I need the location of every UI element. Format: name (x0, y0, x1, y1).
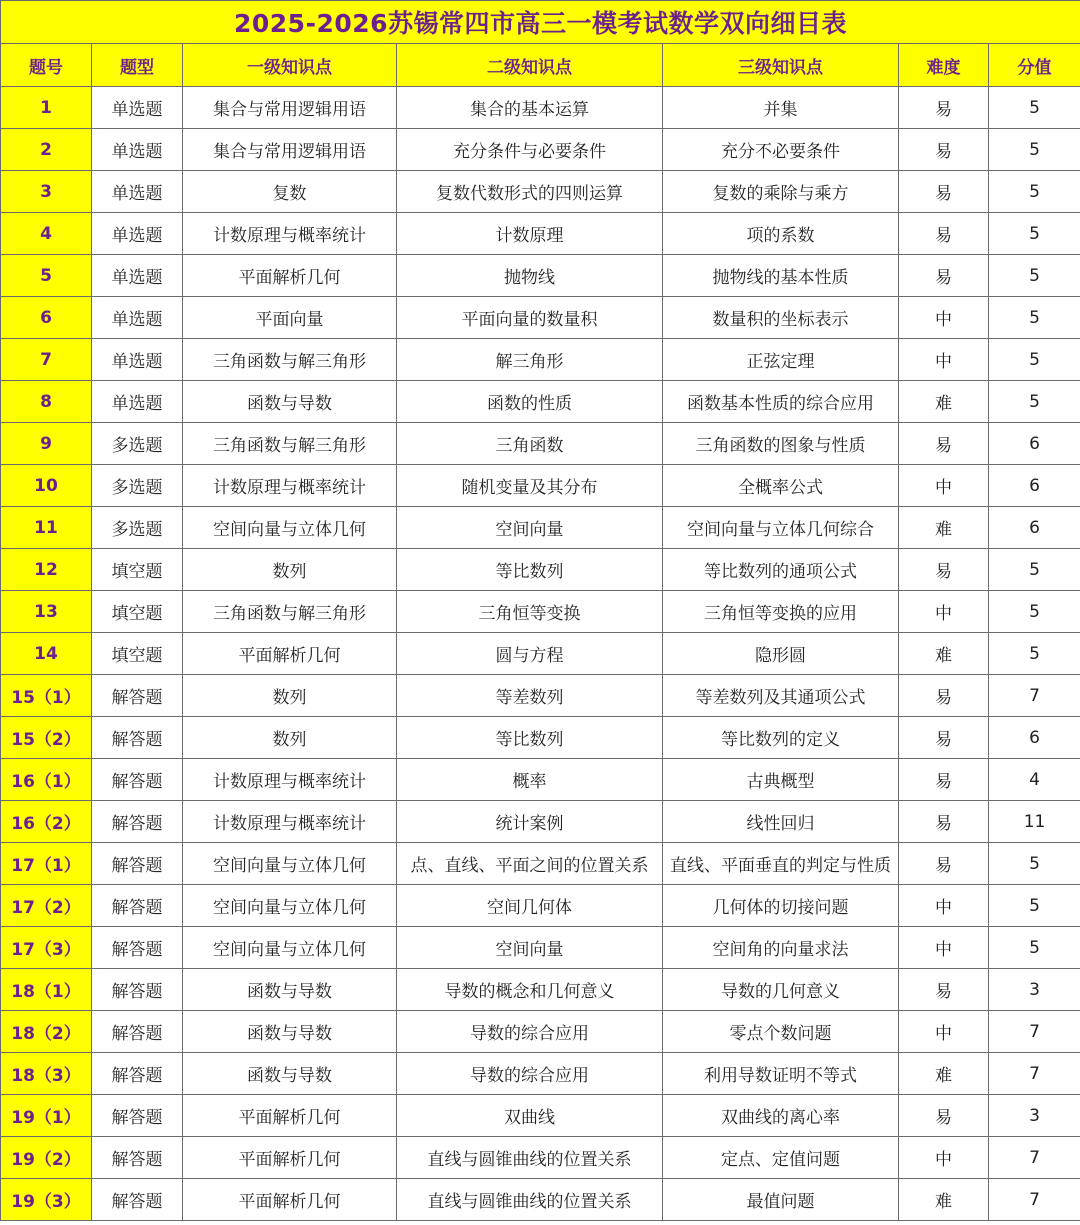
cell-level2-topic: 抛物线 (397, 255, 663, 297)
cell-difficulty: 难 (899, 507, 989, 549)
cell-level1-topic: 三角函数与解三角形 (183, 591, 397, 633)
cell-score: 3 (989, 1095, 1080, 1137)
cell-question-type: 解答题 (92, 1137, 183, 1179)
cell-question-type: 解答题 (92, 1095, 183, 1137)
cell-level1-topic: 平面解析几何 (183, 255, 397, 297)
cell-score: 5 (989, 129, 1080, 171)
cell-level1-topic: 计数原理与概率统计 (183, 759, 397, 801)
header-question-type: 题型 (92, 44, 183, 87)
cell-question-number: 15（1） (1, 675, 92, 717)
cell-level1-topic: 计数原理与概率统计 (183, 801, 397, 843)
table-row (1, 549, 1080, 591)
cell-level3-topic: 全概率公式 (663, 465, 899, 507)
cell-question-number: 12 (1, 549, 92, 591)
table-row (1, 465, 1080, 507)
cell-level2-topic: 复数代数形式的四则运算 (397, 171, 663, 213)
cell-question-type: 填空题 (92, 549, 183, 591)
cell-question-number: 9 (1, 423, 92, 465)
cell-score: 7 (989, 1179, 1080, 1221)
cell-score: 5 (989, 381, 1080, 423)
cell-level2-topic: 统计案例 (397, 801, 663, 843)
cell-level1-topic: 集合与常用逻辑用语 (183, 129, 397, 171)
table-row (1, 339, 1080, 381)
header-level1-topic: 一级知识点 (183, 44, 397, 87)
cell-difficulty: 难 (899, 381, 989, 423)
cell-score: 4 (989, 759, 1080, 801)
cell-level1-topic: 三角函数与解三角形 (183, 423, 397, 465)
cell-difficulty: 易 (899, 969, 989, 1011)
table-row (1, 1011, 1080, 1053)
cell-level3-topic: 并集 (663, 87, 899, 129)
table-row (1, 129, 1080, 171)
cell-level3-topic: 复数的乘除与乘方 (663, 171, 899, 213)
cell-difficulty: 易 (899, 843, 989, 885)
cell-level3-topic: 几何体的切接问题 (663, 885, 899, 927)
cell-level1-topic: 三角函数与解三角形 (183, 339, 397, 381)
cell-question-number: 1 (1, 87, 92, 129)
cell-level1-topic: 函数与导数 (183, 1011, 397, 1053)
cell-difficulty: 中 (899, 885, 989, 927)
cell-question-number: 19（1） (1, 1095, 92, 1137)
cell-difficulty: 易 (899, 423, 989, 465)
cell-level1-topic: 数列 (183, 675, 397, 717)
cell-difficulty: 中 (899, 465, 989, 507)
cell-level2-topic: 导数的综合应用 (397, 1011, 663, 1053)
table-row (1, 213, 1080, 255)
cell-level2-topic: 双曲线 (397, 1095, 663, 1137)
cell-question-number: 5 (1, 255, 92, 297)
table-row (1, 717, 1080, 759)
cell-level3-topic: 函数基本性质的综合应用 (663, 381, 899, 423)
cell-question-type: 单选题 (92, 213, 183, 255)
cell-level1-topic: 计数原理与概率统计 (183, 213, 397, 255)
cell-score: 5 (989, 171, 1080, 213)
cell-question-number: 19（2） (1, 1137, 92, 1179)
cell-difficulty: 易 (899, 171, 989, 213)
cell-question-type: 解答题 (92, 801, 183, 843)
cell-question-type: 单选题 (92, 339, 183, 381)
cell-score: 5 (989, 255, 1080, 297)
cell-score: 7 (989, 675, 1080, 717)
cell-score: 11 (989, 801, 1080, 843)
cell-level1-topic: 空间向量与立体几何 (183, 507, 397, 549)
cell-question-number: 18（3） (1, 1053, 92, 1095)
cell-level3-topic: 项的系数 (663, 213, 899, 255)
cell-difficulty: 易 (899, 717, 989, 759)
cell-question-type: 单选题 (92, 381, 183, 423)
cell-level3-topic: 空间向量与立体几何综合 (663, 507, 899, 549)
table-row (1, 381, 1080, 423)
cell-difficulty: 中 (899, 339, 989, 381)
cell-level1-topic: 函数与导数 (183, 1053, 397, 1095)
cell-score: 6 (989, 465, 1080, 507)
cell-difficulty: 易 (899, 675, 989, 717)
cell-level3-topic: 三角函数的图象与性质 (663, 423, 899, 465)
cell-difficulty: 中 (899, 297, 989, 339)
cell-difficulty: 易 (899, 213, 989, 255)
cell-level1-topic: 平面向量 (183, 297, 397, 339)
cell-difficulty: 易 (899, 1095, 989, 1137)
table-title: 2025-2026苏锡常四市高三一模考试数学双向细目表 (1, 1, 1080, 44)
cell-question-number: 17（3） (1, 927, 92, 969)
cell-question-number: 16（2） (1, 801, 92, 843)
cell-question-number: 16（1） (1, 759, 92, 801)
cell-difficulty: 易 (899, 549, 989, 591)
cell-question-number: 2 (1, 129, 92, 171)
cell-level2-topic: 空间几何体 (397, 885, 663, 927)
cell-question-type: 单选题 (92, 171, 183, 213)
table-row (1, 255, 1080, 297)
cell-level2-topic: 等差数列 (397, 675, 663, 717)
cell-level3-topic: 等比数列的定义 (663, 717, 899, 759)
cell-question-type: 解答题 (92, 927, 183, 969)
cell-level2-topic: 点、直线、平面之间的位置关系 (397, 843, 663, 885)
cell-difficulty: 中 (899, 927, 989, 969)
cell-score: 7 (989, 1137, 1080, 1179)
cell-level2-topic: 圆与方程 (397, 633, 663, 675)
cell-score: 5 (989, 87, 1080, 129)
cell-level2-topic: 概率 (397, 759, 663, 801)
cell-score: 5 (989, 927, 1080, 969)
cell-score: 7 (989, 1011, 1080, 1053)
cell-question-type: 单选题 (92, 297, 183, 339)
cell-question-type: 解答题 (92, 759, 183, 801)
cell-level2-topic: 解三角形 (397, 339, 663, 381)
table-row (1, 759, 1080, 801)
cell-level1-topic: 数列 (183, 717, 397, 759)
cell-level3-topic: 线性回归 (663, 801, 899, 843)
header-difficulty: 难度 (899, 44, 989, 87)
cell-question-type: 解答题 (92, 675, 183, 717)
cell-difficulty: 中 (899, 591, 989, 633)
cell-score: 5 (989, 591, 1080, 633)
table-row (1, 87, 1080, 129)
cell-question-type: 解答题 (92, 843, 183, 885)
cell-level1-topic: 平面解析几何 (183, 1095, 397, 1137)
cell-question-type: 填空题 (92, 591, 183, 633)
cell-question-type: 解答题 (92, 1179, 183, 1221)
cell-level3-topic: 最值问题 (663, 1179, 899, 1221)
cell-level3-topic: 直线、平面垂直的判定与性质 (663, 843, 899, 885)
cell-score: 5 (989, 213, 1080, 255)
cell-difficulty: 难 (899, 633, 989, 675)
cell-difficulty: 易 (899, 801, 989, 843)
cell-score: 6 (989, 423, 1080, 465)
cell-level3-topic: 抛物线的基本性质 (663, 255, 899, 297)
cell-level3-topic: 充分不必要条件 (663, 129, 899, 171)
header-question-number: 题号 (1, 44, 92, 87)
cell-level3-topic: 正弦定理 (663, 339, 899, 381)
cell-question-type: 解答题 (92, 969, 183, 1011)
cell-level3-topic: 定点、定值问题 (663, 1137, 899, 1179)
cell-difficulty: 易 (899, 129, 989, 171)
cell-level2-topic: 空间向量 (397, 927, 663, 969)
cell-level1-topic: 复数 (183, 171, 397, 213)
header-level2-topic: 二级知识点 (397, 44, 663, 87)
header-score: 分值 (989, 44, 1080, 87)
table-row (1, 1137, 1080, 1179)
cell-difficulty: 难 (899, 1053, 989, 1095)
cell-level2-topic: 导数的概念和几何意义 (397, 969, 663, 1011)
cell-question-number: 15（2） (1, 717, 92, 759)
cell-question-type: 解答题 (92, 1011, 183, 1053)
table-row (1, 507, 1080, 549)
cell-level1-topic: 数列 (183, 549, 397, 591)
table-row (1, 633, 1080, 675)
table-row (1, 927, 1080, 969)
cell-level1-topic: 平面解析几何 (183, 1179, 397, 1221)
cell-score: 6 (989, 717, 1080, 759)
table-row (1, 969, 1080, 1011)
cell-difficulty: 易 (899, 87, 989, 129)
cell-level1-topic: 空间向量与立体几何 (183, 927, 397, 969)
cell-question-type: 单选题 (92, 255, 183, 297)
cell-difficulty: 易 (899, 759, 989, 801)
table-row (1, 1053, 1080, 1095)
cell-level1-topic: 空间向量与立体几何 (183, 885, 397, 927)
table-row (1, 423, 1080, 465)
cell-difficulty: 易 (899, 255, 989, 297)
cell-level3-topic: 导数的几何意义 (663, 969, 899, 1011)
cell-score: 5 (989, 297, 1080, 339)
cell-level1-topic: 集合与常用逻辑用语 (183, 87, 397, 129)
cell-question-number: 10 (1, 465, 92, 507)
cell-question-number: 18（1） (1, 969, 92, 1011)
table-row (1, 885, 1080, 927)
cell-question-number: 17（1） (1, 843, 92, 885)
cell-level3-topic: 空间角的向量求法 (663, 927, 899, 969)
cell-question-number: 14 (1, 633, 92, 675)
table-row (1, 843, 1080, 885)
cell-level3-topic: 三角恒等变换的应用 (663, 591, 899, 633)
cell-level3-topic: 零点个数问题 (663, 1011, 899, 1053)
cell-score: 5 (989, 633, 1080, 675)
cell-score: 5 (989, 339, 1080, 381)
cell-question-number: 13 (1, 591, 92, 633)
cell-question-number: 18（2） (1, 1011, 92, 1053)
cell-score: 6 (989, 507, 1080, 549)
cell-score: 7 (989, 1053, 1080, 1095)
cell-question-number: 8 (1, 381, 92, 423)
cell-question-type: 填空题 (92, 633, 183, 675)
cell-level2-topic: 等比数列 (397, 549, 663, 591)
header-level3-topic: 三级知识点 (663, 44, 899, 87)
header-row (1, 44, 1080, 87)
cell-question-type: 解答题 (92, 1053, 183, 1095)
cell-level1-topic: 函数与导数 (183, 381, 397, 423)
cell-level3-topic: 双曲线的离心率 (663, 1095, 899, 1137)
cell-level2-topic: 平面向量的数量积 (397, 297, 663, 339)
cell-level2-topic: 直线与圆锥曲线的位置关系 (397, 1137, 663, 1179)
cell-difficulty: 难 (899, 1179, 989, 1221)
cell-question-number: 11 (1, 507, 92, 549)
cell-question-number: 3 (1, 171, 92, 213)
cell-level2-topic: 三角恒等变换 (397, 591, 663, 633)
cell-level2-topic: 直线与圆锥曲线的位置关系 (397, 1179, 663, 1221)
cell-level3-topic: 隐形圆 (663, 633, 899, 675)
table-row (1, 591, 1080, 633)
cell-level3-topic: 古典概型 (663, 759, 899, 801)
cell-question-number: 19（3） (1, 1179, 92, 1221)
table-row (1, 1095, 1080, 1137)
table-row (1, 297, 1080, 339)
cell-level1-topic: 函数与导数 (183, 969, 397, 1011)
cell-level2-topic: 集合的基本运算 (397, 87, 663, 129)
cell-level3-topic: 等比数列的通项公式 (663, 549, 899, 591)
cell-level2-topic: 等比数列 (397, 717, 663, 759)
cell-difficulty: 中 (899, 1011, 989, 1053)
cell-question-number: 17（2） (1, 885, 92, 927)
cell-score: 5 (989, 885, 1080, 927)
cell-score: 3 (989, 969, 1080, 1011)
table-row (1, 801, 1080, 843)
cell-question-type: 多选题 (92, 423, 183, 465)
cell-level2-topic: 随机变量及其分布 (397, 465, 663, 507)
cell-question-type: 单选题 (92, 87, 183, 129)
cell-level1-topic: 平面解析几何 (183, 633, 397, 675)
table-row (1, 1179, 1080, 1221)
cell-difficulty: 中 (899, 1137, 989, 1179)
cell-level3-topic: 等差数列及其通项公式 (663, 675, 899, 717)
cell-question-type: 单选题 (92, 129, 183, 171)
cell-level2-topic: 三角函数 (397, 423, 663, 465)
cell-score: 5 (989, 843, 1080, 885)
cell-question-number: 6 (1, 297, 92, 339)
cell-question-type: 解答题 (92, 885, 183, 927)
table-row (1, 675, 1080, 717)
cell-question-number: 4 (1, 213, 92, 255)
cell-level1-topic: 平面解析几何 (183, 1137, 397, 1179)
cell-level2-topic: 计数原理 (397, 213, 663, 255)
table-row (1, 171, 1080, 213)
cell-level2-topic: 充分条件与必要条件 (397, 129, 663, 171)
cell-level3-topic: 数量积的坐标表示 (663, 297, 899, 339)
cell-level3-topic: 利用导数证明不等式 (663, 1053, 899, 1095)
cell-level1-topic: 计数原理与概率统计 (183, 465, 397, 507)
cell-level2-topic: 函数的性质 (397, 381, 663, 423)
cell-level2-topic: 空间向量 (397, 507, 663, 549)
cell-question-number: 7 (1, 339, 92, 381)
cell-question-type: 解答题 (92, 717, 183, 759)
cell-question-type: 多选题 (92, 507, 183, 549)
cell-level1-topic: 空间向量与立体几何 (183, 843, 397, 885)
cell-score: 5 (989, 549, 1080, 591)
cell-question-type: 多选题 (92, 465, 183, 507)
cell-level2-topic: 导数的综合应用 (397, 1053, 663, 1095)
